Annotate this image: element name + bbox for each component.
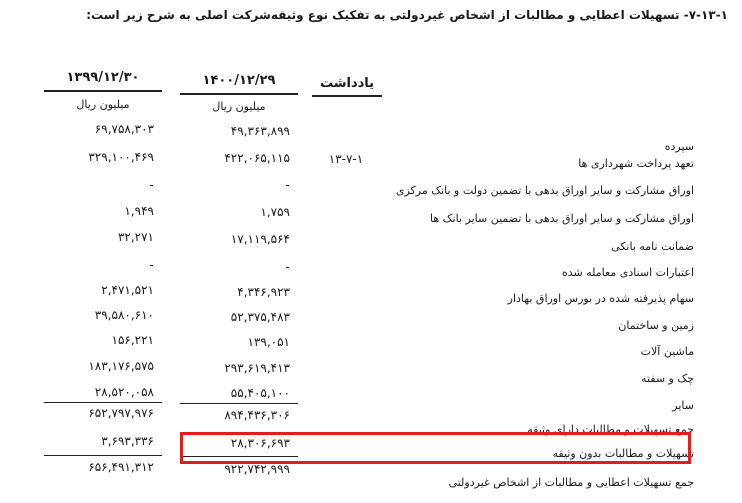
row-value-1400: ۵۲,۳۷۵,۴۸۳ bbox=[230, 310, 290, 324]
row-value-1400: ۲۹۳,۶۱۹,۴۱۳ bbox=[224, 361, 290, 375]
row-label-machinery: ماشین آلات bbox=[640, 345, 694, 358]
row-value-1399: ۳,۶۹۳,۳۳۶ bbox=[101, 434, 154, 448]
row-value-1399: ۲,۴۷۱,۵۲۱ bbox=[101, 283, 154, 297]
row-label-municipality: تعهد پرداخت شهرداری ها bbox=[578, 157, 694, 170]
row-label-land-buildings: زمین و ساختمان bbox=[618, 319, 694, 332]
row-value-1399: ۶۵۶,۴۹۱,۳۱۲ bbox=[88, 460, 154, 474]
row-value-1399: - bbox=[149, 258, 154, 272]
row-value-1400: ۹۲۲,۷۴۲,۹۹۹ bbox=[224, 462, 290, 476]
row-value-1400: ۱,۷۵۹ bbox=[260, 205, 290, 219]
year-1400-header-rule bbox=[180, 93, 298, 95]
row-value-1399: ۲۸,۵۲۰,۰۵۸ bbox=[94, 385, 154, 399]
row-label-deposit: سپرده bbox=[664, 140, 694, 153]
section-title: ۷-۱۳-۱- تسهیلات اعطایی و مطالبات از اشخاص غیردولتی به تفکیک نوع وثیقه‌شرکت اصلی به شرح زیر است: bbox=[86, 8, 728, 22]
red-highlight-box bbox=[180, 432, 691, 464]
row-value-1399: ۶۹,۷۵۸,۳۰۳ bbox=[94, 122, 154, 136]
row-value-1399: ۱,۹۴۹ bbox=[124, 204, 154, 218]
row-label-cheques-notes: چک و سفته bbox=[641, 372, 694, 385]
row-value-1399: ۳۲۹,۱۰۰,۴۶۹ bbox=[88, 150, 154, 164]
row-label-unsecured: تسهیلات و مطالبات بدون وثیقه bbox=[552, 447, 694, 460]
row-label-grand-total: جمع تسهیلات اعطایی و مطالبات از اشخاص غیردولتی bbox=[448, 476, 694, 489]
row-label-letters-of-credit: اعتبارات اسنادی معامله شده bbox=[561, 266, 694, 279]
row-value-1400: ۴۹,۳۶۳,۸۹۹ bbox=[230, 124, 290, 138]
row-value-1399: ۶۵۲,۷۹۷,۹۷۶ bbox=[88, 406, 154, 420]
note-header-rule bbox=[312, 95, 382, 97]
row-label-other: سایر bbox=[672, 399, 694, 412]
row-value-1399: ۳۲,۲۷۱ bbox=[117, 230, 154, 244]
subtotal-rule-1399 bbox=[44, 402, 162, 403]
note-column-header: یادداشت bbox=[319, 76, 375, 91]
year-1399-header-rule bbox=[44, 90, 162, 92]
row-label-bank-guarantee: ضمانت نامه بانکی bbox=[611, 240, 694, 253]
year-1400-header: ۱۴۰۰/۱۲/۲۹ bbox=[202, 73, 276, 88]
row-value-1399: - bbox=[149, 178, 154, 192]
row-value-1400: ۸۹۴,۴۳۶,۳۰۶ bbox=[224, 408, 290, 422]
row-value-1399: ۱۵۶,۲۲۱ bbox=[111, 333, 154, 347]
row-value-1400: - bbox=[285, 178, 290, 192]
row-value-1399: ۳۹,۵۸۰,۶۱۰ bbox=[94, 308, 154, 322]
unit-1399: میلیون ریال bbox=[76, 98, 130, 111]
row-label-listed-shares: سهام پذیرفته شده در بورس اوراق بهادار bbox=[507, 292, 694, 305]
row-label-govt-bonds: اوراق مشارکت و سایر اوراق بدهی با تضمین دولت و بانک مرکزی bbox=[395, 184, 694, 197]
row-value-1400: ۴۲۲,۰۶۵,۱۱۵ bbox=[224, 151, 290, 165]
year-1399-header: ۱۳۹۹/۱۲/۳۰ bbox=[66, 70, 140, 85]
row-value-1400: ۵۵,۴۰۵,۱۰۰ bbox=[230, 386, 290, 400]
row-note: ۱۳-۷-۱ bbox=[328, 152, 364, 166]
row-label-bank-bonds: اوراق مشارکت و سایر اوراق بدهی با تضمین سایر بانک ها bbox=[430, 212, 694, 225]
subtotal-rule-1400 bbox=[180, 403, 298, 404]
row-value-1399: ۱۸۳,۱۷۶,۵۷۵ bbox=[88, 359, 154, 373]
row-value-1400: ۲۸,۳۰۶,۶۹۳ bbox=[230, 436, 290, 450]
row-value-1400: ۴,۳۴۶,۹۲۳ bbox=[237, 285, 290, 299]
row-label-secured-total: جمع تسهیلات و مطالبات دارای وثیقه bbox=[527, 423, 694, 436]
total-rule-1399 bbox=[44, 455, 162, 456]
unit-1400: میلیون ریال bbox=[212, 100, 266, 113]
row-value-1400: - bbox=[285, 260, 290, 274]
row-value-1400: ۱۳۹,۰۵۱ bbox=[247, 335, 290, 349]
row-value-1400: ۱۷,۱۱۹,۵۶۴ bbox=[230, 232, 290, 246]
